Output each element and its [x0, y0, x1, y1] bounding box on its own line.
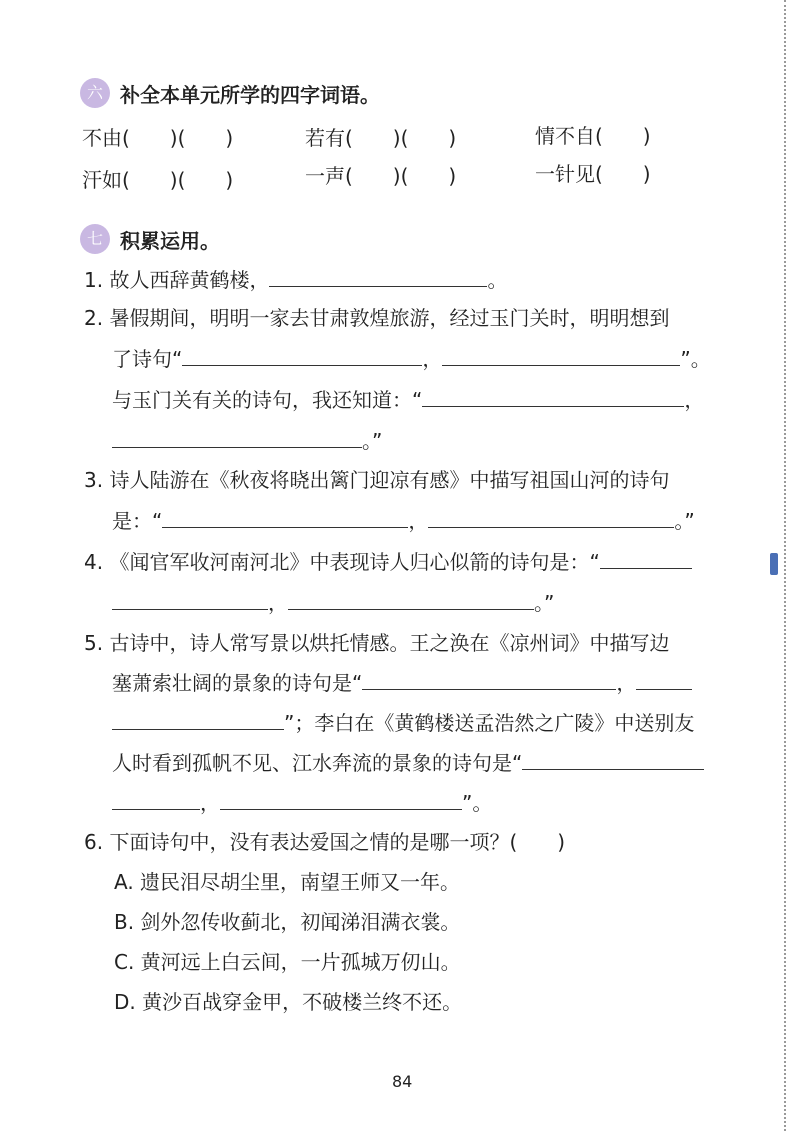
q5-blank-1[interactable] [362, 669, 616, 690]
word-fill-4[interactable]: 汗如( )( ) [82, 168, 234, 192]
section7-badge: 七 [80, 224, 110, 254]
q3-close: 。” [674, 509, 695, 533]
q4-comma: ， [268, 591, 288, 615]
q4-blank-1[interactable] [600, 548, 692, 569]
q2-line1: 2. 暑假期间，明明一家去甘肃敦煌旅游，经过玉门关时，明明想到 [84, 306, 670, 330]
q1-blank[interactable] [269, 266, 487, 287]
q4-blank-3[interactable] [288, 589, 534, 610]
section6-badge: 六 [80, 78, 110, 108]
side-tab-marker [770, 553, 778, 575]
q2-blank-4[interactable] [112, 427, 362, 448]
q2-line3 [112, 384, 704, 413]
q2-close: ”。 [680, 347, 711, 371]
q1-suffix: 。 [487, 268, 508, 292]
q3-blank-1[interactable] [162, 507, 408, 528]
q5-l4-text: 人时看到孤帆不见、江水奔流的景象的诗句是“ [112, 751, 523, 775]
q4-line1-text: 4. 《闻官军收河南河北》中表现诗人归心似箭的诗句是：“ [84, 550, 600, 574]
q5-blank-3[interactable] [112, 709, 284, 730]
section6-title: 补全本单元所学的四字词语。 [120, 82, 380, 107]
word-fill-3[interactable]: 情不自( ) [535, 124, 651, 148]
q2-l2-prefix: 了诗句“ [112, 347, 183, 371]
q5-blank-6[interactable] [220, 789, 462, 810]
q5-line1: 5. 古诗中，诗人常写景以烘托情感。王之涣在《凉州词》中描写边 [84, 631, 670, 655]
q5-l3-text: ”；李白在《黄鹤楼送孟浩然之广陵》中送别友 [284, 711, 695, 735]
q2-comma: ， [422, 347, 443, 371]
q6-option-c[interactable]: C. 黄河远上白云间，一片孤城万仞山。 [114, 950, 461, 974]
q3-blank-2[interactable] [428, 507, 674, 528]
q2-blank-1[interactable] [182, 345, 422, 366]
q2-l3-prefix: 与玉门关有关的诗句，我还知道：“ [112, 388, 423, 412]
word-fill-2[interactable]: 若有( )( ) [305, 126, 457, 150]
q2-line4 [112, 425, 382, 454]
q5-blank-4[interactable] [522, 749, 704, 770]
q5-line2 [112, 667, 692, 696]
q3-line2 [112, 505, 695, 534]
q6-option-b[interactable]: B. 剑外忽传收蓟北，初闻涕泪满衣裳。 [114, 910, 461, 934]
q2-l3-comma: ， [684, 388, 705, 412]
q2-l4-close: 。” [362, 429, 383, 453]
word-fill-1[interactable]: 不由( )( ) [82, 126, 234, 150]
q2-blank-3[interactable] [422, 386, 684, 407]
q3-l2-prefix: 是：“ [112, 509, 163, 533]
q5-line4 [112, 747, 704, 776]
q5-blank-5[interactable] [112, 789, 200, 810]
q5-l5-comma: ， [200, 791, 220, 815]
q6-question[interactable]: 6. 下面诗句中，没有表达爱国之情的是哪一项？( ) [84, 830, 566, 854]
q5-line3 [112, 707, 694, 736]
q6-option-d[interactable]: D. 黄沙百战穿金甲，不破楼兰终不还。 [114, 990, 463, 1014]
q2-line2 [112, 343, 711, 372]
word-fill-6[interactable]: 一针见( ) [535, 162, 651, 186]
page-number: 84 [392, 1072, 413, 1091]
q5-line5 [112, 787, 492, 816]
q4-blank-2[interactable] [112, 589, 268, 610]
q6-option-a[interactable]: A. 遗民泪尽胡尘里，南望王师又一年。 [114, 870, 461, 894]
q5-l2-comma: ， [616, 671, 637, 695]
q2-blank-2[interactable] [442, 345, 680, 366]
q4-line1 [84, 546, 692, 575]
q3-comma: ， [408, 509, 429, 533]
q4-close: 。” [534, 591, 555, 615]
q4-line2 [112, 587, 554, 616]
q5-l2-prefix: 塞萧索壮阔的景象的诗句是“ [112, 671, 363, 695]
word-fill-5[interactable]: 一声( )( ) [305, 164, 457, 188]
binding-dotted-line [784, 0, 786, 1131]
section7-title: 积累运用。 [120, 228, 220, 253]
q3-line1: 3. 诗人陆游在《秋夜将晓出篱门迎凉有感》中描写祖国山河的诗句 [84, 468, 670, 492]
q5-blank-2[interactable] [636, 669, 692, 690]
q5-l5-close: ”。 [462, 791, 493, 815]
section6-heading [80, 78, 380, 108]
q1-prefix: 1. 故人西辞黄鹤楼， [84, 268, 270, 292]
q1-line [84, 264, 507, 293]
section7-heading [80, 224, 220, 254]
